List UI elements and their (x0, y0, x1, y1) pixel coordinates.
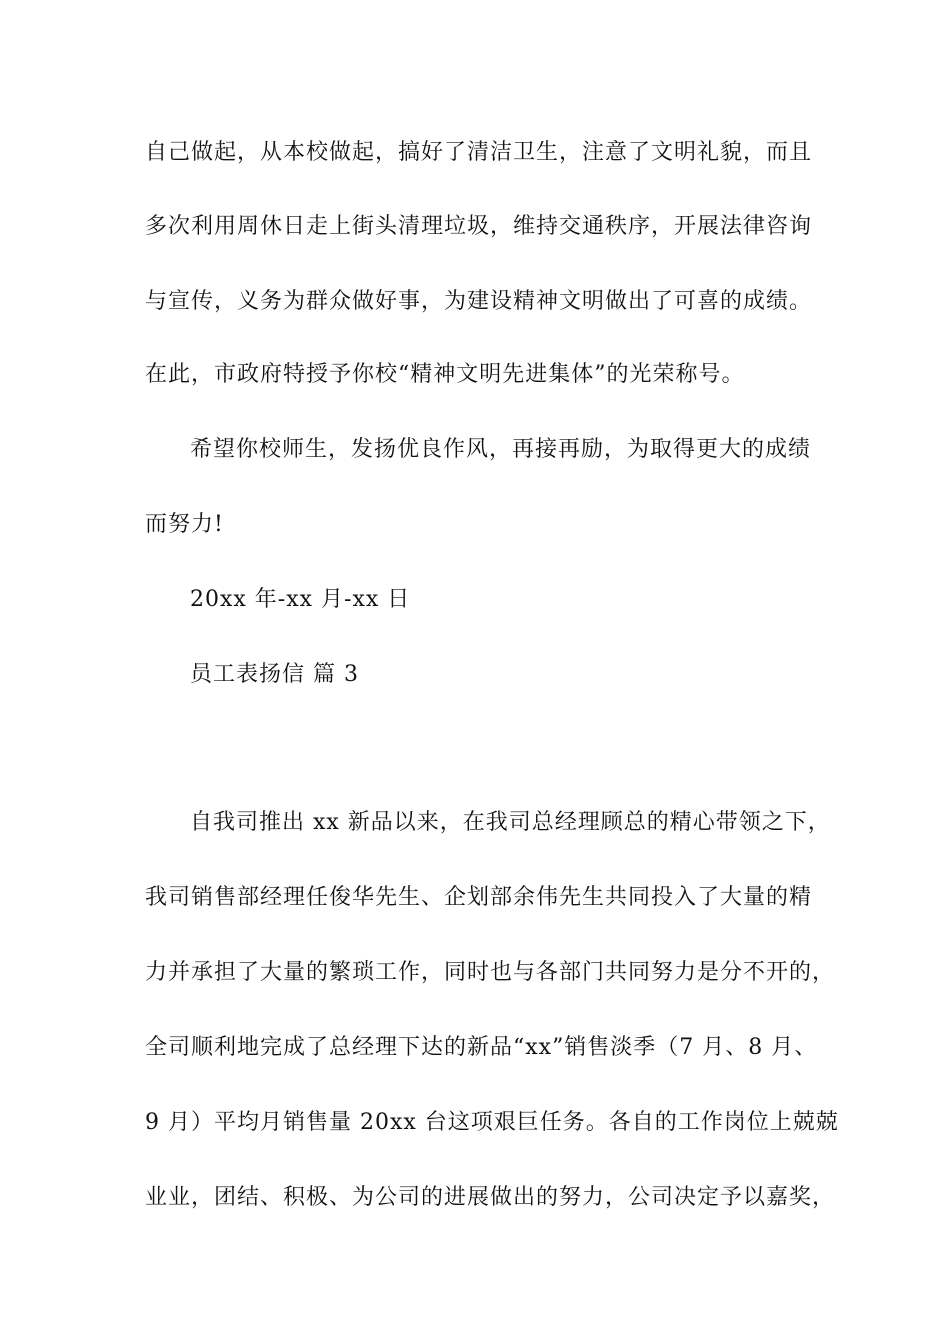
paragraph-line: 自我司推出 xx 新品以来，在我司总经理顾总的精心带领之下， (190, 810, 831, 835)
date-line: 20xx 年-xx 月-xx 日 (190, 587, 411, 612)
paragraph-line: 希望你校师生，发扬优良作风，再接再励，为取得更大的成绩 (190, 437, 812, 462)
paragraph-line: 与宣传，义务为群众做好事，为建设精神文明做出了可喜的成绩。 (145, 289, 813, 314)
paragraph-line: 我司销售部经理任俊华先生、企划部余伟先生共同投入了大量的精 (145, 885, 813, 910)
section-heading: 员工表扬信 篇 3 (190, 662, 359, 687)
paragraph-line: 业业，团结、积极、为公司的进展做出的努力，公司决定予以嘉奖， (145, 1185, 836, 1210)
paragraph-line: 力并承担了大量的繁琐工作，同时也与各部门共同努力是分不开的， (145, 960, 836, 985)
paragraph-line: 多次利用周休日走上街头清理垃圾，维持交通秩序，开展法律咨询 (145, 214, 813, 239)
paragraph-line: 在此，市政府特授予你校“精神文明先进集体”的光荣称号。 (145, 362, 745, 387)
paragraph-line: 9 月）平均月销售量 20xx 台这项艰巨任务。各自的工作岗位上兢兢 (145, 1110, 839, 1135)
paragraph-line: 全司顺利地完成了总经理下达的新品“xx”销售淡季（7 月、8 月、 (145, 1035, 818, 1060)
paragraph-line: 而努力! (145, 512, 224, 537)
paragraph-line: 自己做起，从本校做起，搞好了清洁卫生，注意了文明礼貌，而且 (145, 140, 813, 165)
